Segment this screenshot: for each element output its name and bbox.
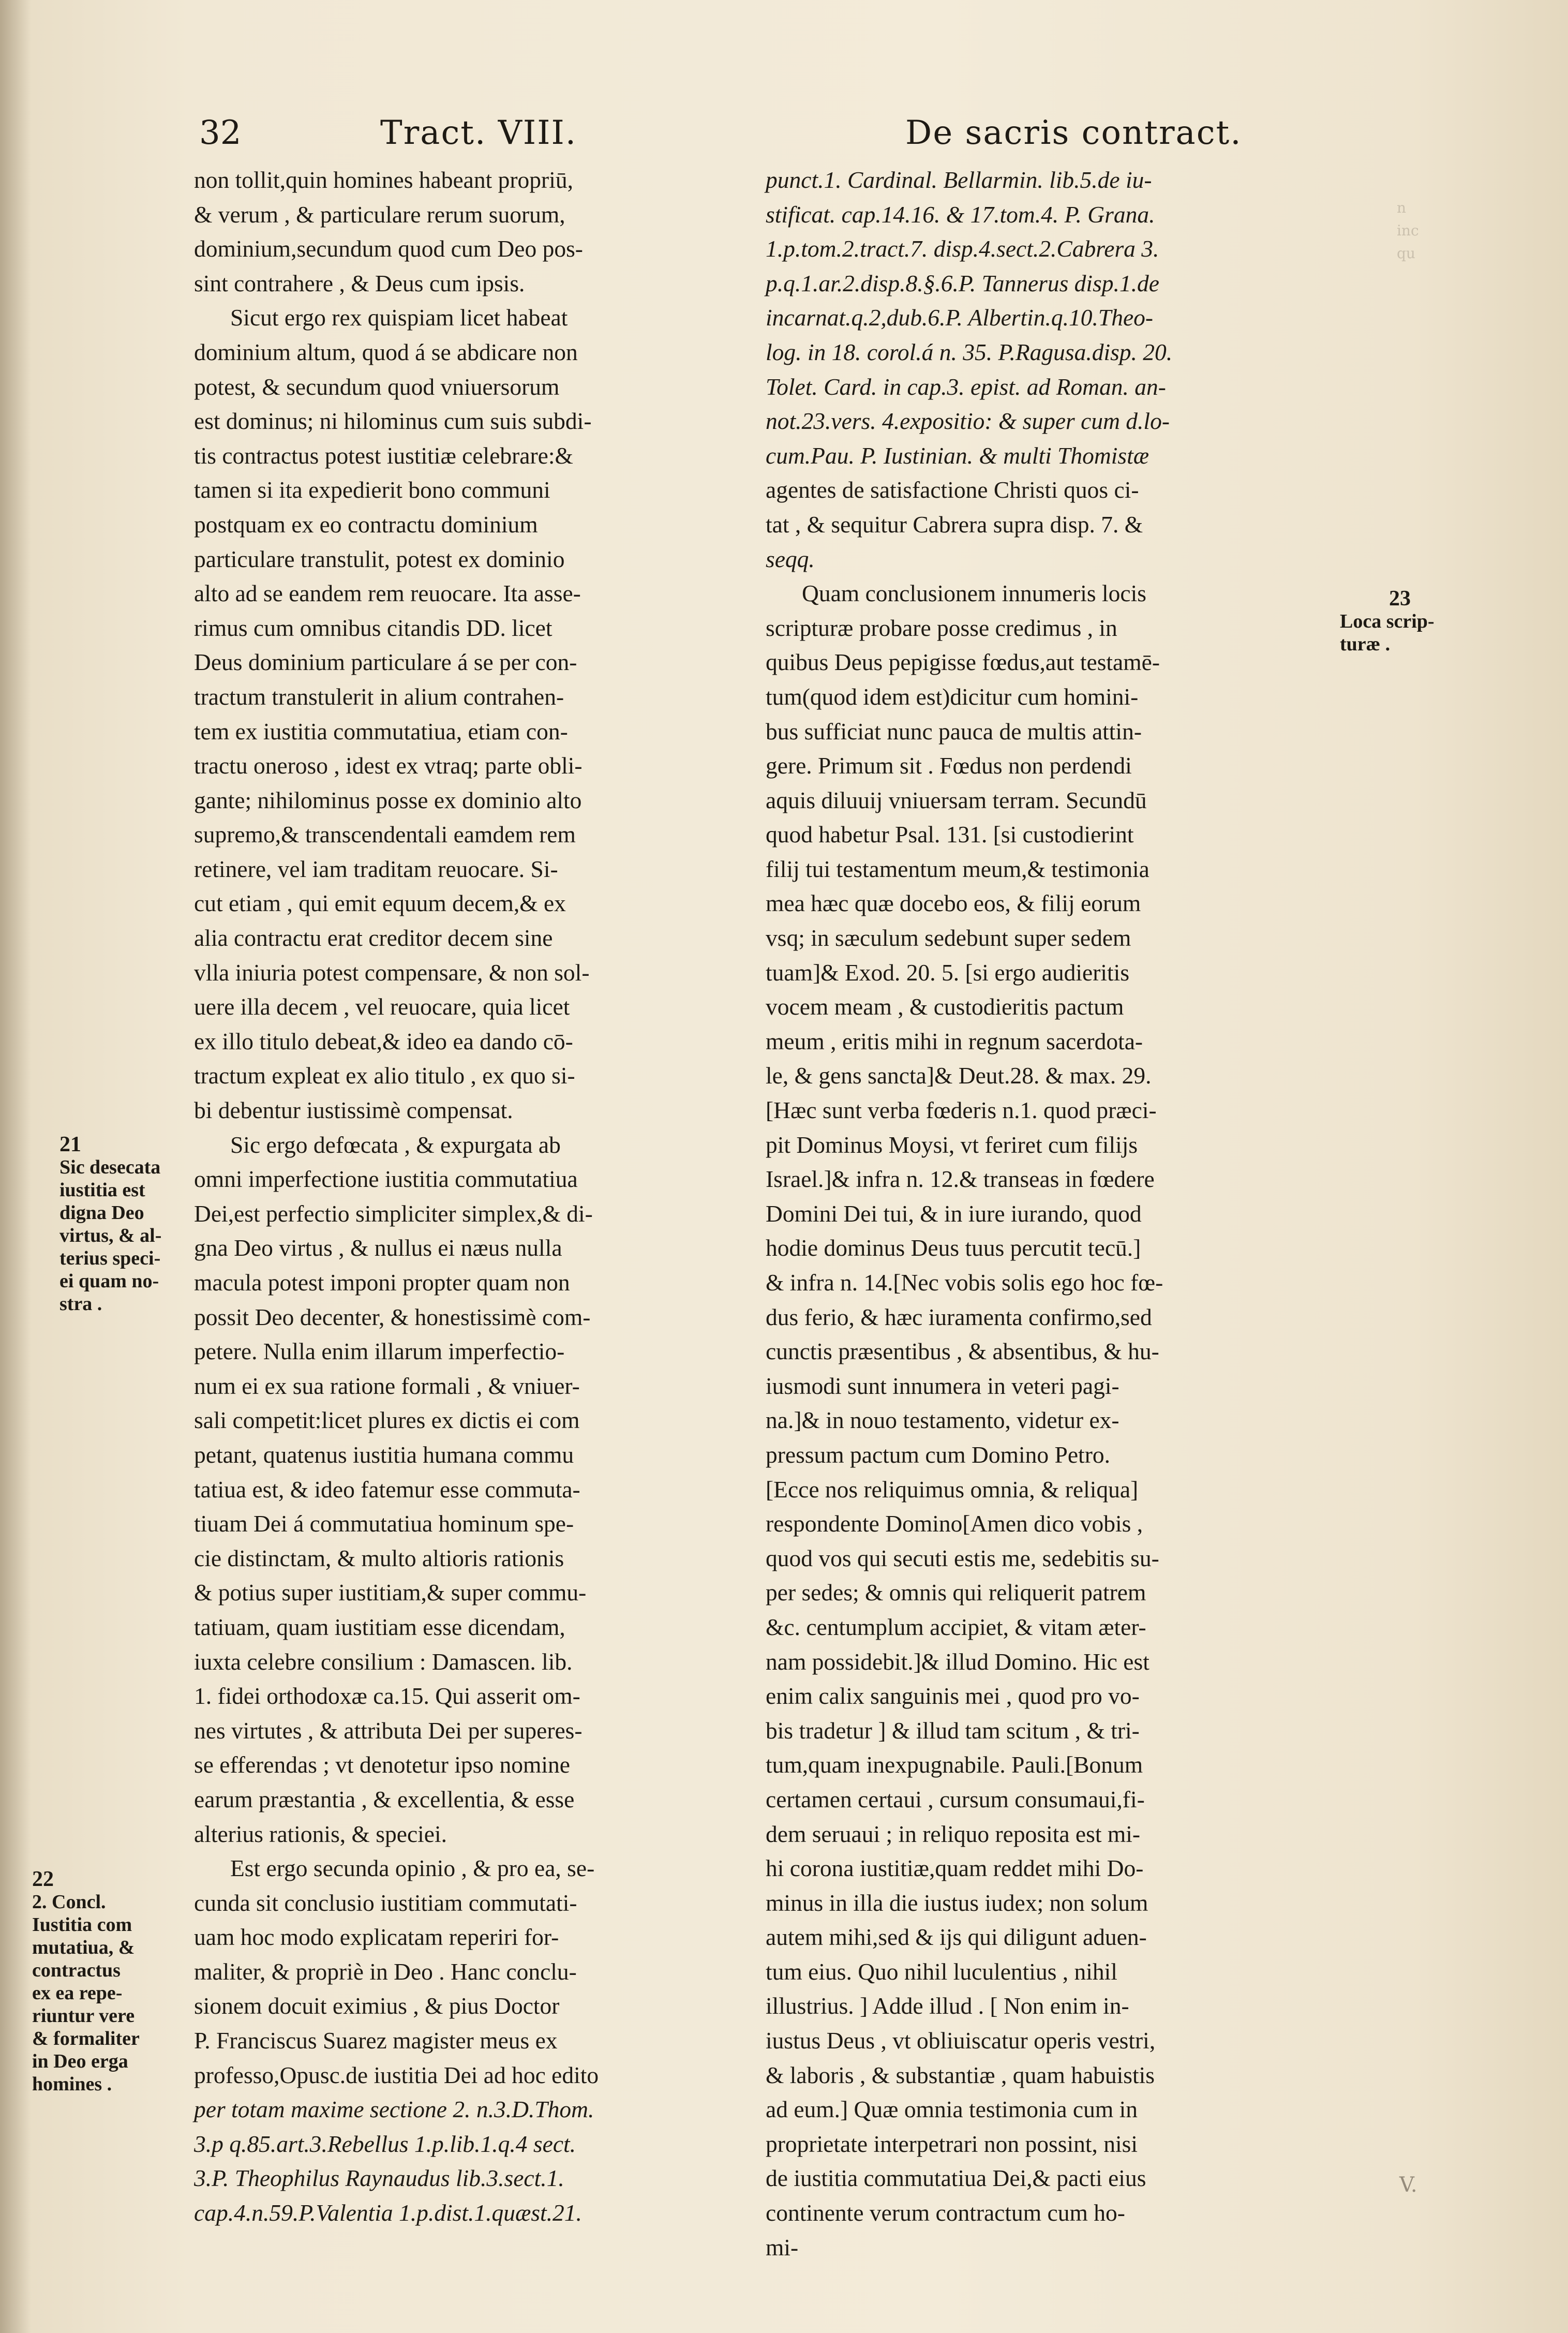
text-line: certamen certaui , cursum consumaui,fi- xyxy=(766,1786,1145,1812)
text-line: cap.4.n.59.P.Valentia 1.p.dist.1.quæst.21. xyxy=(194,2200,582,2226)
text-line: tractum expleat ex alio titulo , ex quo si- xyxy=(194,1062,575,1089)
text-line: &c. centumplum accipiet, & vitam æter- xyxy=(766,1613,1146,1640)
text-line: incarnat.q.2,dub.6.P. Albertin.q.10.Theo- xyxy=(766,304,1154,331)
text-line: gante; nihilominus posse ex dominio alto xyxy=(194,786,582,813)
text-line: Sicut ergo rex quispiam licet habeat xyxy=(230,304,568,331)
bleed-through-text xyxy=(1397,197,1531,265)
text-line: petere. Nulla enim illarum imperfectio- xyxy=(194,1338,565,1365)
text-line: non tollit,quin homines habeant propriū, xyxy=(194,167,573,193)
margin-note-text xyxy=(1340,610,1435,656)
text-line: Dei,est perfectio simpliciter simplex,& di- xyxy=(194,1200,593,1227)
right-text-column xyxy=(766,163,1345,2265)
margin-note-22 xyxy=(32,1868,140,2096)
text-line: & infra n. 14.[Nec vobis solis ego hoc fœ- xyxy=(766,1269,1163,1296)
text-line: ad eum.] Quæ omnia testimonia cum in xyxy=(766,2096,1138,2123)
text-line: tis contractus potest iustitiæ celebrare:& xyxy=(194,442,573,469)
text-line: Quam conclusionem innumeris locis xyxy=(802,580,1146,607)
text-line: & verum , & particulare rerum suorum, xyxy=(194,201,565,228)
text-line: filij tui testamentum meum,& testimonia xyxy=(766,855,1149,882)
text-line: tem ex iustitia commutatiua, etiam con- xyxy=(194,718,568,745)
margin-note-line: terius speci- xyxy=(59,1247,161,1269)
margin-note-line: Sic desecata xyxy=(59,1156,161,1178)
margin-note-line: mutatiua, & xyxy=(32,1937,135,1958)
text-line: continente verum contractum cum ho- xyxy=(766,2200,1125,2226)
bleed-fragment: V. xyxy=(1399,2173,1417,2197)
page-number: 32 xyxy=(199,114,242,152)
margin-note-text xyxy=(59,1156,161,1315)
text-line: gere. Primum sit . Fœdus non perdendi xyxy=(766,752,1132,779)
text-line: postquam ex eo contractu dominium xyxy=(194,511,538,538)
text-line: se efferendas ; vt denotetur ipso nomine xyxy=(194,1751,570,1778)
text-line: punct.1. Cardinal. Bellarmin. lib.5.de iu- xyxy=(766,167,1152,193)
text-line: possit Deo decenter, & honestissimè com- xyxy=(194,1303,591,1330)
text-line: tum,quam inexpugnabile. Pauli.[Bonum xyxy=(766,1751,1143,1778)
bleed-line: inc xyxy=(1397,222,1419,239)
text-line: rimus cum omnibus citandis DD. licet xyxy=(194,614,552,641)
text-line: Israel.]& infra n. 12.& transeas in fœdere xyxy=(766,1166,1155,1193)
text-line: dominium altum, quod á se abdicare non xyxy=(194,338,578,365)
text-line: tat , & sequitur Cabrera supra disp. 7. & xyxy=(766,511,1143,538)
text-line: tiuam Dei á commutatiua hominum spe- xyxy=(194,1510,574,1537)
text-line: vsq; in sæculum sedebunt super sedem xyxy=(766,925,1131,952)
text-line: retinere, vel iam traditam reuocare. Si- xyxy=(194,855,558,882)
margin-note-line: homines . xyxy=(32,2073,112,2095)
text-line: nam possidebit.]& illud Domino. Hic est xyxy=(766,1648,1149,1675)
text-line: Tolet. Card. in cap.3. epist. ad Roman. an- xyxy=(766,373,1166,400)
margin-note-line: ei quam no- xyxy=(59,1270,159,1292)
text-line: & laboris , & substantiæ , quam habuistis xyxy=(766,2061,1155,2088)
margin-note-21 xyxy=(59,1133,161,1315)
text-line: maliter, & propriè in Deo . Hanc conclu- xyxy=(194,1958,577,1985)
text-line: bi debentur iustissimè compensat. xyxy=(194,1097,513,1124)
text-line: sint contrahere , & Deus cum ipsis. xyxy=(194,270,525,296)
text-line: tractum transtulerit in alium contrahen- xyxy=(194,683,564,710)
text-line: cunda sit conclusio iustitiam commutati- xyxy=(194,1889,577,1916)
text-line: illustrius. ] Adde illud . [ Non enim in- xyxy=(766,1993,1129,2019)
text-line: professo,Opusc.de iustitia Dei ad hoc edito xyxy=(194,2061,599,2088)
text-line: quod vos qui secuti estis me, sedebitis su- xyxy=(766,1544,1159,1571)
margin-note-line: iustitia est xyxy=(59,1179,145,1201)
text-line: tum eius. Quo nihil luculentius , nihil xyxy=(766,1958,1117,1985)
text-line: sionem docuit eximius , & pius Doctor xyxy=(194,1993,560,2019)
margin-note-line: ex ea repe- xyxy=(32,1982,123,2004)
text-line: hi corona iustitiæ,quam reddet mihi Do- xyxy=(766,1855,1144,1882)
text-line: dem seruaui ; in reliquo reposita est mi- xyxy=(766,1820,1141,1847)
bleed-line: qu xyxy=(1397,245,1415,262)
text-line: particulare transtulit, potest ex dominio xyxy=(194,545,565,572)
text-line: autem mihi,sed & ijs qui diligunt aduen- xyxy=(766,1924,1147,1951)
margin-note-line: & formaliter xyxy=(32,2028,140,2049)
text-line: mi- xyxy=(766,2234,799,2261)
text-line: 3.P. Theophilus Raynaudus lib.3.sect.1. xyxy=(194,2165,564,2192)
text-line: agentes de satisfactione Christi quos ci- xyxy=(766,477,1139,503)
text-line: tum(quod idem est)dicitur cum homini- xyxy=(766,683,1139,710)
text-line: seqq. xyxy=(766,545,815,572)
text-line: pit Dominus Moysi, vt feriret cum filijs xyxy=(766,1131,1138,1158)
text-line: aquis diluuij vniuersam terram. Secundū xyxy=(766,786,1147,813)
text-line: respondente Domino[Amen dico vobis , xyxy=(766,1510,1143,1537)
text-line: quod habetur Psal. 131. [si custodierint xyxy=(766,821,1134,848)
margin-note-line: digna Deo xyxy=(59,1202,144,1224)
left-text-column xyxy=(194,163,750,2231)
gutter-shadow xyxy=(0,0,31,2333)
text-line: Sic ergo defœcata , & expurgata ab xyxy=(230,1131,561,1158)
text-line: 1.p.tom.2.tract.7. disp.4.sect.2.Cabrera 3. xyxy=(766,235,1159,262)
margin-note-number: 21 xyxy=(59,1133,81,1156)
margin-note-number: 22 xyxy=(32,1867,54,1891)
text-line: not.23.vers. 4.expositio: & super cum d.lo- xyxy=(766,408,1170,435)
margin-note-line: turæ . xyxy=(1340,633,1391,655)
text-line: iustus Deus , vt obliuiscatur operis vestri, xyxy=(766,2027,1156,2054)
text-line: per sedes; & omnis qui reliquerit patrem xyxy=(766,1579,1146,1606)
text-line: tatiua est, & ideo fatemur esse commuta- xyxy=(194,1476,580,1503)
text-line: omni imperfectione iustitia commutatiua xyxy=(194,1166,578,1193)
text-line: tuam]& Exod. 20. 5. [si ergo audieritis xyxy=(766,959,1130,986)
running-header xyxy=(0,114,1568,166)
text-line: tatiuam, quam iustitiam esse dicendam, xyxy=(194,1613,565,1640)
text-line: p.q.1.ar.2.disp.8.§.6.P. Tannerus disp.1.de xyxy=(766,270,1159,296)
text-line: iusmodi sunt innumera in veteri pagi- xyxy=(766,1372,1119,1399)
text-line: alia contractu erat creditor decem sine xyxy=(194,925,553,952)
text-line: Deus dominium particulare á se per con- xyxy=(194,649,577,676)
text-line: & potius super iustitiam,& super commu- xyxy=(194,1579,587,1606)
text-line: enim calix sanguinis mei , quod pro vo- xyxy=(766,1683,1140,1710)
text-line: tractu oneroso , idest ex vtraq; parte obli- xyxy=(194,752,583,779)
text-line: nes virtutes , & attributa Dei per superes- xyxy=(194,1717,583,1744)
margin-note-line: stra . xyxy=(59,1293,102,1315)
margin-note-text xyxy=(32,1891,140,2096)
text-line: vlla iniuria potest compensare, & non sol- xyxy=(194,959,590,986)
text-line: bis tradetur ] & illud tam scitum , & tri- xyxy=(766,1717,1140,1744)
text-line: sali competit:licet plures ex dictis ei com xyxy=(194,1407,580,1434)
text-line: cie distinctam, & multo altioris rationis xyxy=(194,1544,564,1571)
text-line: dominium,secundum quod cum Deo pos- xyxy=(194,235,583,262)
text-line: iuxta celebre consilium : Damascen. lib. xyxy=(194,1648,573,1675)
text-line: mea hæc quæ docebo eos, & filij eorum xyxy=(766,890,1141,917)
margin-note-line: 2. Concl. xyxy=(32,1891,106,1913)
text-line: uere illa decem , vel reuocare, quia licet xyxy=(194,993,570,1020)
text-line: vocem meam , & custodieritis pactum xyxy=(766,993,1124,1020)
text-line: gna Deo virtus , & nullus ei næus nulla xyxy=(194,1235,562,1261)
text-line: per totam maxime sectione 2. n.3.D.Thom. xyxy=(194,2096,594,2123)
text-line: dus ferio, & hæc iuramenta confirmo,sed xyxy=(766,1303,1152,1330)
text-line: log. in 18. corol.á n. 35. P.Ragusa.disp. 20. xyxy=(766,338,1173,365)
text-line: earum præstantia , & excellentia, & esse xyxy=(194,1786,575,1812)
text-line: petant, quatenus iustitia humana commu xyxy=(194,1441,574,1468)
text-line: alto ad se eandem rem reuocare. Ita asse- xyxy=(194,580,581,607)
text-line: tamen si ita expedierit bono communi xyxy=(194,477,550,503)
text-line: Domini Dei tui, & in iure iurando, quod xyxy=(766,1200,1142,1227)
text-line: [Hæc sunt verba fœderis n.1. quod præci- xyxy=(766,1097,1157,1124)
text-line: P. Franciscus Suarez magister meus ex xyxy=(194,2027,558,2054)
text-line: na.]& in nouo testamento, videtur ex- xyxy=(766,1407,1119,1434)
text-line: bus sufficiat nunc pauca de multis attin- xyxy=(766,718,1142,745)
text-line: [Ecce nos reliquimus omnia, & reliqua] xyxy=(766,1476,1139,1503)
text-line: 3.p q.85.art.3.Rebellus 1.p.lib.1.q.4 sect. xyxy=(194,2130,576,2157)
margin-note-line: contractus xyxy=(32,1959,121,1981)
text-line: macula potest imponi propter quam non xyxy=(194,1269,570,1296)
margin-note-number: 23 xyxy=(1389,587,1411,611)
text-line: 1. fidei orthodoxæ ca.15. Qui asserit om- xyxy=(194,1683,580,1710)
text-line: stificat. cap.14.16. & 17.tom.4. P. Grana. xyxy=(766,201,1155,228)
text-line: alterius rationis, & speciei. xyxy=(194,1820,447,1847)
margin-note-line: Iustitia com xyxy=(32,1914,132,1936)
text-line: potest, & secundum quod vniuersorum xyxy=(194,373,560,400)
text-line: cum.Pau. P. Iustinian. & multi Thomistæ xyxy=(766,442,1149,469)
margin-note-line: virtus, & al- xyxy=(59,1225,162,1246)
text-line: num ei ex sua ratione formali , & vniuer- xyxy=(194,1372,580,1399)
text-line: de iustitia commutatiua Dei,& pacti eius xyxy=(766,2165,1146,2192)
text-line: cunctis præsentibus , & absentibus, & hu- xyxy=(766,1338,1159,1365)
bleed-line: n xyxy=(1397,199,1407,216)
text-line: Est ergo secunda opinio , & pro ea, se- xyxy=(230,1855,595,1882)
text-line: hodie dominus Deus tuus percutit tecū.] xyxy=(766,1235,1141,1261)
margin-note-line: Loca scrip- xyxy=(1340,611,1435,632)
text-line: minus in illa die iustus iudex; non solum xyxy=(766,1889,1148,1916)
margin-note-line: riuntur vere xyxy=(32,2005,135,2027)
text-line: quibus Deus pepigisse fœdus,aut testamē- xyxy=(766,649,1160,676)
text-line: meum , eritis mihi in regnum sacerdota- xyxy=(766,1028,1143,1054)
margin-note-line: in Deo erga xyxy=(32,2050,128,2072)
text-line: cut etiam , qui emit equum decem,& ex xyxy=(194,890,566,917)
text-line: proprietate interpetrari non possint, nisi xyxy=(766,2130,1138,2157)
margin-note-23 xyxy=(1340,587,1435,656)
text-line: uam hoc modo explicatam reperiri for- xyxy=(194,1924,559,1951)
text-line: pressum pactum cum Domino Petro. xyxy=(766,1441,1110,1468)
running-title-left: Tract. VIII. xyxy=(380,114,577,152)
text-line: scripturæ probare posse credimus , in xyxy=(766,614,1117,641)
text-line: supremo,& transcendentali eamdem rem xyxy=(194,821,576,848)
text-line: ex illo titulo debeat,& ideo ea dando cō- xyxy=(194,1028,573,1054)
running-title-right: De sacris contract. xyxy=(905,114,1242,152)
text-line: le, & gens sancta]& Deut.28. & max. 29. xyxy=(766,1062,1152,1089)
text-line: est dominus; ni hilominus cum suis subdi- xyxy=(194,408,592,435)
